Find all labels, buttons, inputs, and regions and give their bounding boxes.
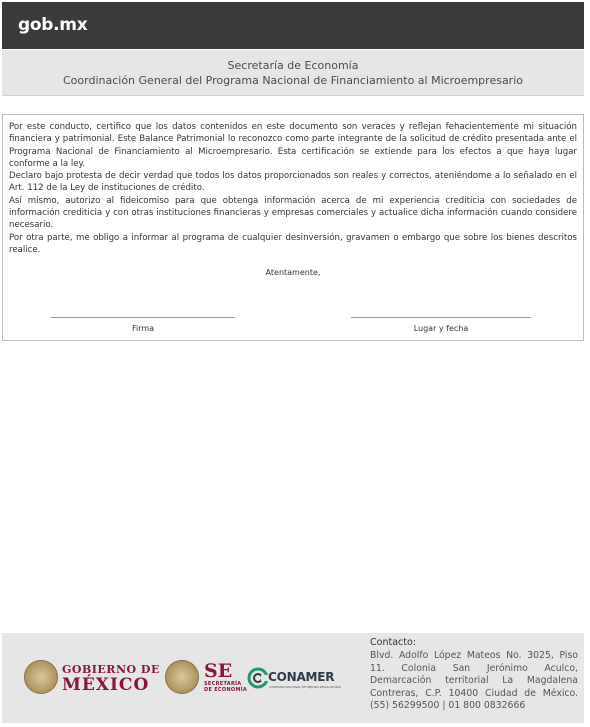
paragraph-obligation: Por otra parte, me obligo a informar al programa de cualquier desinversión, gravamen o embargo que sobre los bienes descritos realice.: [9, 232, 577, 255]
se-line1: SECRETARÍA: [204, 681, 242, 687]
ministry-name: Secretaría de Economía: [227, 59, 359, 72]
signature-line: [51, 317, 235, 318]
place-date-line: [351, 317, 531, 318]
paragraph-certify: Por este conducto, certifico que los datos contenidos en este documento son veraces y reflejan fehacientemente mi situación financiera y patrimonial. Este Balance Patrimonial lo reconozco como parte integrante de la solicitud de crédito presentada ante el Programa Nacional de Financiamiento al Microempresario. Esta certificación se extiende para los efectos a que haya lugar conforme a la ley.: [9, 122, 577, 169]
conamer-subtitle: COMISIÓN NACIONAL DE MEJORA REGULATORIA: [269, 685, 341, 689]
se-line2: DE ECONOMÍA: [204, 687, 248, 693]
economia-seal-icon: [165, 660, 199, 694]
mexico-seal-icon: [24, 660, 58, 694]
mexico-line: MÉXICO: [62, 675, 150, 695]
footer: [2, 633, 584, 723]
top-bar: [2, 2, 584, 49]
gobierno-de-mexico-logo: [62, 664, 160, 694]
signature-label: Firma: [131, 324, 155, 333]
se-abbr: SE: [204, 660, 233, 682]
certification-card: [2, 114, 584, 341]
closing-text: Atentamente,: [265, 268, 321, 277]
place-date-label: Lugar y fecha: [413, 324, 469, 333]
paragraph-authorize: Así mismo, autorizo al fideicomiso para que obtenga información acerca de mi experiencia crediticia con sociedades de información crediticia y con otras instituciones financieras y empresas comerciales y actualice dicha información cuando considere necesario.: [9, 195, 577, 231]
subheader: [2, 50, 584, 96]
certification-text: [9, 121, 577, 256]
gob-mx-logo[interactable]: gob.mx: [18, 15, 88, 35]
contact-title: Contacto:: [370, 637, 416, 648]
gobierno-line: GOBIERNO DE: [62, 663, 160, 676]
program-name: Coordinación General del Programa Nacional de Financiamiento al Microempresario: [63, 74, 523, 87]
contact-address: Blvd. Adolfo López Mateos No. 3025, Piso 11. Colonia San Jerónimo Aculco, Demarcación territorial La Magdalena Contreras, C.P. 10400 Ciudad de México. (55) 56299500 | 01 800 0832666: [370, 650, 578, 712]
se-logo: [204, 661, 247, 693]
conamer-icon: [247, 667, 269, 689]
contact-block: [370, 637, 578, 713]
paragraph-declare: Declaro bajo protesta de decir verdad que todos los datos proporcionados son reales y correctos, ateniéndome a lo señalado en el Art. 112 de la Ley de instituciones de crédito.: [9, 171, 577, 194]
conamer-logo: CONAMER: [268, 670, 335, 684]
